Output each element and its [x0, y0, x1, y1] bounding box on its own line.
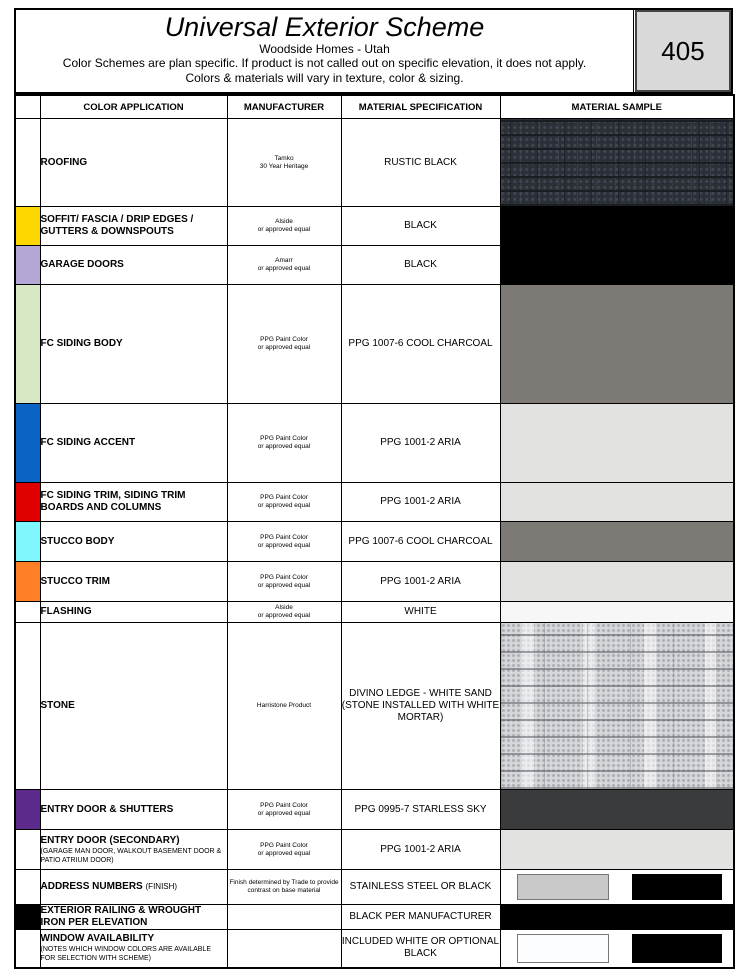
color-application: [40, 562, 227, 602]
material-specification: PPG 1007-6 COOL CHARCOAL: [341, 522, 500, 562]
sample-color-fill: [501, 207, 734, 245]
application-label: FC SIDING BODY: [40, 338, 123, 349]
material-specification: PPG 1001-2 ARIA: [341, 404, 500, 483]
material-spec-table: [14, 94, 735, 969]
scheme-note-line-2: Colors & materials will vary in texture, color & sizing.: [185, 71, 464, 85]
color-application: [40, 246, 227, 285]
sample-option-right: [632, 934, 722, 963]
material-column-header: MATERIAL SPECIFICATION: [341, 95, 500, 119]
application-label: FLASHING: [40, 606, 92, 617]
manufacturer: PPG Paint Color or approved equal: [227, 522, 341, 562]
table-row: [15, 562, 734, 602]
color-swatch: [15, 905, 40, 930]
sample-color-fill: [501, 830, 734, 869]
table-row: [15, 930, 734, 968]
stone-texture: [501, 623, 734, 789]
material-sample: [500, 119, 734, 207]
sample-color-fill: [501, 404, 734, 482]
material-sample: [500, 562, 734, 602]
color-application: [40, 404, 227, 483]
application-label: ROOFING: [40, 156, 88, 168]
manufacturer: Alside or approved equal: [227, 602, 341, 623]
color-swatch: [15, 404, 40, 483]
color-application: [40, 522, 227, 562]
manufacturer: [227, 930, 341, 968]
material-specification: PPG 1001-2 ARIA: [341, 562, 500, 602]
application-label: ENTRY DOOR & SHUTTERS: [40, 803, 174, 815]
color-swatch: [15, 119, 40, 207]
application-label: STUCCO TRIM: [40, 575, 110, 587]
application-note: (NOTES WHICH WINDOW COLORS ARE AVAILABLE FOR SELECTION WITH SCHEME): [40, 946, 211, 963]
sample-split: [501, 930, 734, 967]
material-sample: [500, 404, 734, 483]
material-specification: PPG 1001-2 ARIA: [341, 483, 500, 522]
material-sample: [500, 246, 734, 285]
material-specification: BLACK: [341, 207, 500, 246]
swatch-column-header: [15, 95, 40, 119]
manufacturer-column-header: MANUFACTURER: [227, 95, 341, 119]
table-row: [15, 870, 734, 905]
page-title: Universal Exterior Scheme: [164, 12, 485, 42]
material-specification: BLACK: [341, 246, 500, 285]
table-row: [15, 623, 734, 790]
application-note: (GARAGE MAN DOOR, WALKOUT BASEMENT DOOR & PATIO ATRIUM DOOR): [40, 847, 222, 864]
material-sample: [500, 790, 734, 830]
material-sample: [500, 285, 734, 404]
sample-color-fill: [501, 562, 734, 601]
application-label: ENTRY DOOR (SECONDARY): [40, 834, 180, 846]
manufacturer: PPG Paint Color or approved equal: [227, 404, 341, 483]
sample-color-fill: [501, 285, 734, 403]
material-specification: STAINLESS STEEL OR BLACK: [341, 870, 500, 905]
color-swatch: [15, 830, 40, 870]
table-header-row: [15, 95, 734, 119]
color-application: [40, 905, 227, 930]
color-swatch: [15, 207, 40, 246]
sample-split: [501, 870, 734, 904]
scheme-header: [14, 8, 733, 94]
roof-shingle-texture: [501, 119, 734, 206]
color-swatch: [15, 483, 40, 522]
color-application: [40, 870, 227, 905]
manufacturer: Tamko 30 Year Heritage: [227, 119, 341, 207]
application-column-header: COLOR APPLICATION: [40, 95, 227, 119]
material-sample: [500, 870, 734, 905]
sample-color-fill: [501, 602, 734, 622]
sample-option-left: [517, 934, 609, 963]
application-suffix: (FINISH): [145, 882, 178, 891]
application-label: SOFFIT/ FASCIA / DRIP EDGES / GUTTERS & DOWNSPOUTS: [40, 214, 194, 237]
manufacturer: Harristone Product: [227, 623, 341, 790]
material-sample: [500, 483, 734, 522]
application-label: FC SIDING ACCENT: [40, 437, 136, 448]
table-row: [15, 790, 734, 830]
color-application: [40, 930, 227, 968]
color-application: [40, 483, 227, 522]
color-application: [40, 623, 227, 790]
manufacturer: PPG Paint Color or approved equal: [227, 285, 341, 404]
table-row: [15, 602, 734, 623]
manufacturer: PPG Paint Color or approved equal: [227, 790, 341, 830]
color-swatch: [15, 285, 40, 404]
scheme-number-badge: 405: [635, 10, 731, 92]
manufacturer: Amarr or approved equal: [227, 246, 341, 285]
material-specification: INCLUDED WHITE OR OPTIONAL BLACK: [341, 930, 500, 968]
application-label: STONE: [40, 700, 75, 711]
color-application: [40, 207, 227, 246]
sample-color-fill: [501, 790, 734, 829]
sample-column-header: MATERIAL SAMPLE: [500, 95, 734, 119]
material-specification: PPG 1001-2 ARIA: [341, 830, 500, 870]
color-scheme-sheet: [14, 8, 733, 968]
sample-option-left: [517, 874, 609, 900]
color-application: [40, 790, 227, 830]
material-specification: WHITE: [341, 602, 500, 623]
scheme-note-line-1: Color Schemes are plan specific. If product is not called out on specific elevation, it does not apply.: [62, 56, 587, 70]
material-sample: [500, 930, 734, 968]
application-label: ADDRESS NUMBERS: [40, 881, 143, 892]
manufacturer: PPG Paint Color or approved equal: [227, 562, 341, 602]
material-specification: PPG 1007-6 COOL CHARCOAL: [341, 285, 500, 404]
color-swatch: [15, 522, 40, 562]
color-swatch: [15, 870, 40, 905]
material-specification: PPG 0995-7 STARLESS SKY: [341, 790, 500, 830]
sample-option-right: [632, 874, 722, 900]
material-sample: [500, 905, 734, 930]
table-row: [15, 119, 734, 207]
color-swatch: [15, 623, 40, 790]
material-sample: [500, 623, 734, 790]
sample-color-fill: [501, 522, 734, 561]
sample-color-fill: [501, 246, 734, 284]
color-swatch: [15, 602, 40, 623]
manufacturer: Alside or approved equal: [227, 207, 341, 246]
material-sample: [500, 522, 734, 562]
color-application: [40, 285, 227, 404]
material-sample: [500, 830, 734, 870]
material-specification: BLACK PER MANUFACTURER: [341, 905, 500, 930]
manufacturer: Finish determined by Trade to provide contrast on base material: [227, 870, 341, 905]
table-row: [15, 404, 734, 483]
header-text-block: [16, 10, 634, 92]
material-specification: DIVINO LEDGE - WHITE SAND (STONE INSTALLED WITH WHITE MORTAR): [341, 623, 500, 790]
application-label: WINDOW AVAILABILITY: [40, 933, 155, 945]
table-row: [15, 285, 734, 404]
manufacturer: PPG Paint Color or approved equal: [227, 483, 341, 522]
table-row: [15, 207, 734, 246]
color-swatch: [15, 246, 40, 285]
table-row: [15, 830, 734, 870]
color-application: [40, 119, 227, 207]
table-row: [15, 246, 734, 285]
sample-color-fill: [501, 905, 734, 929]
application-label: GARAGE DOORS: [40, 259, 124, 270]
color-swatch: [15, 562, 40, 602]
material-specification: RUSTIC BLACK: [341, 119, 500, 207]
manufacturer: [227, 905, 341, 930]
application-label: EXTERIOR RAILING & WROUGHT IRON PER ELEVATION: [40, 905, 202, 928]
material-sample: [500, 602, 734, 623]
color-application: [40, 602, 227, 623]
color-application: [40, 830, 227, 870]
sample-color-fill: [501, 483, 734, 521]
table-row: [15, 905, 734, 930]
application-label: STUCCO BODY: [40, 535, 115, 547]
table-row: [15, 522, 734, 562]
builder-subtitle: Woodside Homes - Utah: [259, 42, 390, 56]
table-row: [15, 483, 734, 522]
material-sample: [500, 207, 734, 246]
color-swatch: [15, 790, 40, 830]
color-swatch: [15, 930, 40, 968]
manufacturer: PPG Paint Color or approved equal: [227, 830, 341, 870]
application-label: FC SIDING TRIM, SIDING TRIM BOARDS AND COLUMNS: [40, 490, 186, 513]
